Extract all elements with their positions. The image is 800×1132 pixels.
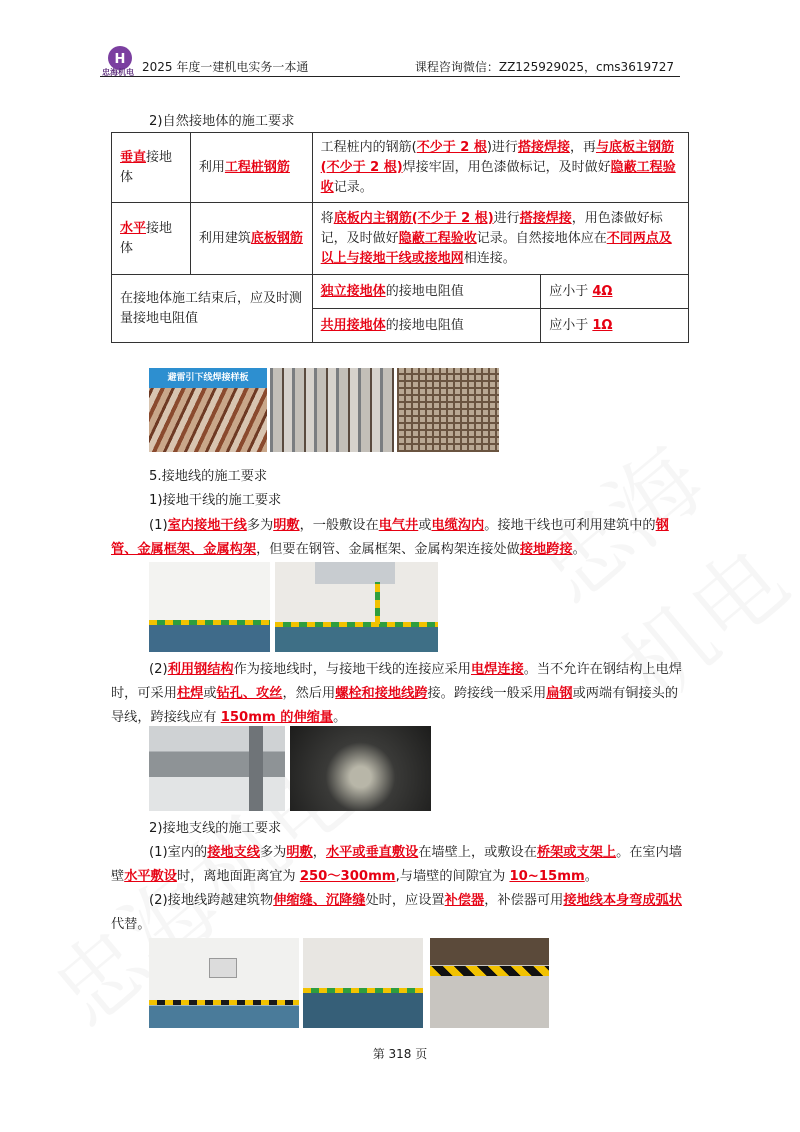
cabinet bbox=[315, 562, 395, 584]
grounding-stripe bbox=[149, 1000, 299, 1005]
highlight-text: 水平敷设 bbox=[124, 869, 177, 884]
section-5-title: 5.接地线的施工要求 bbox=[149, 469, 268, 484]
header-divider bbox=[100, 76, 680, 77]
text-segment: 进行 bbox=[493, 210, 520, 226]
grounding-requirements-table bbox=[111, 132, 689, 343]
text-segment: 或 bbox=[203, 686, 217, 701]
highlight-text: 垂直 bbox=[120, 149, 147, 165]
highlight-text: 10~15mm bbox=[509, 869, 585, 884]
rich-text bbox=[321, 211, 672, 266]
highlight-text: 隐蔽工程验收 bbox=[398, 230, 477, 246]
highlight-text: 工程桩钢筋 bbox=[224, 159, 290, 175]
highlight-text: 接地支线 bbox=[207, 845, 260, 860]
text-segment: 记录。 bbox=[333, 179, 373, 195]
cell-text: 的接地电阻值 bbox=[385, 283, 464, 299]
junction-box bbox=[209, 958, 237, 978]
table-cell bbox=[312, 133, 688, 203]
table-row bbox=[112, 203, 689, 275]
highlight-text: 独立接地体 bbox=[320, 283, 386, 299]
highlight-text: 底板钢筋 bbox=[250, 230, 303, 246]
photo-cable-tray bbox=[149, 726, 285, 811]
paragraph bbox=[111, 514, 689, 562]
table-cell bbox=[312, 309, 541, 343]
highlight-text: 250～300mm bbox=[299, 869, 396, 884]
highlight-text: 扁钢 bbox=[546, 686, 573, 701]
highlight-text: 明敷 bbox=[286, 845, 313, 860]
highlight-text: 4Ω bbox=[592, 283, 613, 299]
highlight-text: 不同两点及以上与接地干线或接地网 bbox=[320, 230, 672, 266]
text-segment: 相连接。 bbox=[463, 250, 516, 266]
photo-expansion-joint bbox=[430, 938, 549, 1028]
highlight-text: 1Ω bbox=[592, 317, 613, 333]
photo-wall-grounding bbox=[149, 938, 299, 1028]
highlight-text: 底板内主钢筋(不少于 2 根) bbox=[333, 210, 494, 226]
highlight-text: 搭接焊接 bbox=[517, 139, 570, 155]
highlight-text: 150mm 的伸缩量 bbox=[220, 710, 334, 725]
text-segment: ，再 bbox=[569, 139, 596, 155]
table-cell bbox=[541, 275, 689, 309]
highlight-text: 共用接地体 bbox=[320, 317, 386, 333]
text-segment: ，但要在钢管、金属框架、金属构架连接处做 bbox=[256, 542, 520, 557]
text-segment: 处时，应设置 bbox=[365, 893, 445, 908]
highlight-text: 螺栓和接地线跨 bbox=[335, 686, 428, 701]
highlight-text: 与底板主钢筋(不少于 2 根) bbox=[320, 139, 674, 175]
steel-beam bbox=[249, 726, 263, 811]
rich-text bbox=[111, 893, 682, 932]
text-segment: 接。跨接线一般采用 bbox=[427, 686, 547, 701]
text-segment: (2) bbox=[149, 662, 168, 677]
text-segment: ，用色漆做好标记，及时做好 bbox=[320, 210, 663, 246]
text-segment: ，一般敷设在 bbox=[299, 518, 379, 533]
cell-text: 接地体 bbox=[120, 149, 173, 185]
text-segment: (2)接地线跨越建筑物 bbox=[149, 893, 274, 908]
subsection-title: 2)接地支线的施工要求 bbox=[149, 821, 282, 836]
svg-text:H: H bbox=[114, 52, 126, 67]
highlight-text: 电气井 bbox=[378, 518, 419, 533]
page-number: 第 318 页 bbox=[372, 1047, 428, 1061]
paragraph bbox=[111, 658, 689, 730]
photo-cable-shaft bbox=[290, 726, 431, 811]
cell-text: 应小于 bbox=[549, 283, 593, 299]
grounding-stripe bbox=[303, 988, 423, 993]
text-segment: 代替。 bbox=[111, 917, 151, 932]
table-row bbox=[112, 133, 689, 203]
photo-rebar-welding bbox=[149, 368, 267, 452]
text-segment: 工程桩内的钢筋( bbox=[320, 139, 417, 155]
highlight-text: 钢管、金属框架、金属构架 bbox=[111, 518, 669, 557]
rich-text bbox=[111, 518, 669, 557]
logo-text: 忠海机电 bbox=[102, 68, 134, 77]
highlight-text: 明敷 bbox=[273, 518, 300, 533]
grounding-stripe-vertical bbox=[375, 582, 380, 624]
highlight-text: 接地跨接 bbox=[519, 542, 573, 557]
photo-room-grounding bbox=[275, 562, 438, 652]
highlight-text: 水平或垂直敷设 bbox=[325, 845, 419, 860]
cell-text: 应小于 bbox=[549, 317, 593, 333]
section-title: 2)自然接地体的施工要求 bbox=[149, 114, 295, 129]
text-segment: 作为接地线时，与接地干线的连接应采用 bbox=[233, 662, 471, 677]
text-segment: 焊接牢固，用色漆做标记，及时做好 bbox=[402, 159, 611, 175]
photo-sign: 避雷引下线焊接样板 bbox=[149, 368, 267, 388]
text-segment: 或 bbox=[418, 518, 432, 533]
cell-text: 的接地电阻值 bbox=[385, 317, 464, 333]
text-segment: ， bbox=[312, 845, 326, 860]
cell-text: 在接地体施工结束后，应及时测量接地电阻值 bbox=[120, 290, 303, 326]
cell-text: 接地体 bbox=[120, 220, 173, 256]
grounding-stripe bbox=[275, 622, 438, 627]
highlight-text: 桥架或支架上 bbox=[536, 845, 617, 860]
text-segment: 在墙壁上，或敷设在 bbox=[418, 845, 537, 860]
table-cell bbox=[190, 203, 312, 275]
highlight-text: 接地线本身弯成弧状 bbox=[563, 893, 682, 908]
rich-text bbox=[321, 140, 676, 195]
hazard-stripe bbox=[430, 966, 549, 976]
highlight-text: 电缆沟内 bbox=[431, 518, 485, 533]
header-contact: 课程咨询微信：ZZ125929025，cms3619727 bbox=[414, 60, 674, 74]
text-segment: (1)室内的 bbox=[149, 845, 208, 860]
table-row bbox=[112, 275, 689, 309]
text-segment: 。在室内墙壁 bbox=[111, 845, 682, 884]
table-cell bbox=[112, 203, 191, 275]
text-segment: )进行 bbox=[486, 139, 518, 155]
text-segment: 。 bbox=[333, 710, 347, 725]
rich-text bbox=[111, 845, 682, 884]
text-segment: 或两端有铜接头的导线，跨接线应有 bbox=[111, 686, 679, 725]
text-segment: ,与墙壁的间隙宜为 bbox=[395, 869, 510, 884]
highlight-text: 搭接焊接 bbox=[519, 210, 572, 226]
table-cell bbox=[312, 275, 541, 309]
rich-text bbox=[111, 662, 682, 725]
table-cell bbox=[312, 203, 688, 275]
photo-rebar-column bbox=[270, 368, 394, 452]
highlight-text: 室内接地干线 bbox=[167, 518, 247, 533]
highlight-text: 利用钢结构 bbox=[167, 662, 234, 677]
photo-corridor-grounding bbox=[149, 562, 270, 652]
cell-text: 利用建筑 bbox=[198, 230, 251, 246]
text-segment: 。 bbox=[584, 869, 598, 884]
text-segment: ，补偿器可用 bbox=[484, 893, 564, 908]
highlight-text: 伸缩缝、沉降缝 bbox=[273, 893, 366, 908]
table-cell bbox=[190, 133, 312, 203]
paragraph bbox=[111, 841, 689, 889]
header-title: 2025 年度一建机电实务一本通 bbox=[142, 60, 309, 74]
highlight-text: 电焊连接 bbox=[471, 662, 524, 677]
highlight-text: 柱焊 bbox=[176, 686, 204, 701]
photo-floor-grounding bbox=[303, 938, 423, 1028]
text-segment: 将 bbox=[320, 210, 334, 226]
text-segment: (1) bbox=[149, 518, 168, 533]
subsection-title: 1)接地干线的施工要求 bbox=[149, 493, 282, 508]
text-segment: 时，离地面距离宜为 bbox=[176, 869, 300, 884]
table-cell bbox=[112, 133, 191, 203]
highlight-text: 隐蔽工程验收 bbox=[320, 159, 676, 195]
text-segment: 记录。自然接地体应在 bbox=[476, 230, 607, 246]
text-segment: 。当不允许在钢结构上电焊时，可采用 bbox=[111, 662, 682, 701]
text-segment: 。接地干线也可利用建筑中的 bbox=[484, 518, 656, 533]
text-segment: ，然后用 bbox=[282, 686, 336, 701]
paragraph bbox=[111, 889, 689, 937]
cell-text: 利用 bbox=[198, 159, 225, 175]
grounding-stripe bbox=[149, 620, 270, 625]
highlight-text: 补偿器 bbox=[444, 893, 485, 908]
photo-rebar-mesh bbox=[397, 368, 499, 452]
text-segment: 。 bbox=[572, 542, 586, 557]
highlight-text: 水平 bbox=[120, 220, 147, 236]
highlight-text: 钻孔、攻丝 bbox=[216, 686, 283, 701]
text-segment: 多为 bbox=[246, 518, 274, 533]
text-segment: 多为 bbox=[260, 845, 287, 860]
table-cell bbox=[112, 275, 313, 343]
highlight-text: 不少于 2 根 bbox=[416, 139, 487, 155]
table-cell bbox=[541, 309, 689, 343]
